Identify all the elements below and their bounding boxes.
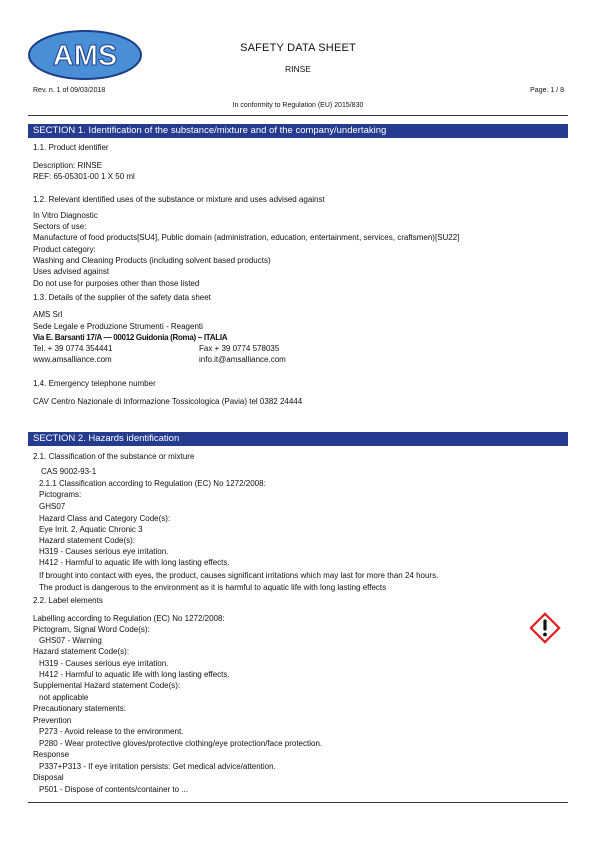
- footer-divider: [28, 802, 568, 803]
- company-website[interactable]: www.amsalliance.com: [33, 355, 112, 364]
- label-line: GHS07 - Warning: [39, 636, 102, 645]
- conformity-note: In conformity to Regulation (EU) 2015/830: [232, 102, 364, 109]
- document-title: SAFETY DATA SHEET: [240, 42, 356, 54]
- header-divider: [28, 115, 568, 116]
- label-line: Disposal: [33, 773, 64, 782]
- label-line: H319 - Causes serious eye irritation.: [39, 659, 169, 668]
- classification-line: The product is dangerous to the environment as it is harmful to aquatic life with long lasting effects: [39, 583, 387, 592]
- label-line: Hazard statement Code(s):: [33, 647, 130, 656]
- classification-line: GHS07: [39, 502, 66, 511]
- company-name: AMS Srl: [33, 310, 63, 319]
- subsection-1-3: 1.3. Details of the supplier of the safety data sheet: [33, 293, 211, 302]
- use-line: Do not use for purposes other than those listed: [33, 279, 200, 288]
- page-number: Page. 1 / 8: [530, 87, 564, 94]
- classification-line: Eye Irrit. 2, Aquatic Chronic 3: [39, 525, 143, 534]
- product-description: Description: RINSE: [33, 161, 102, 170]
- section-2-header: SECTION 2. Hazards identification: [28, 432, 568, 446]
- company-tel: Tel. + 39 0774 354441: [33, 344, 113, 353]
- company-email[interactable]: info.it@amsalliance.com: [199, 355, 286, 364]
- label-line: P337+P313 - If eye irritation persists: Get medical advice/attention.: [39, 762, 276, 771]
- subsection-1-2: 1.2. Relevant identified uses of the substance or mixture and uses advised against: [33, 195, 325, 204]
- use-line: In Vitro Diagnostic: [33, 211, 98, 220]
- subsection-2-2: 2.2. Label elements: [33, 596, 103, 605]
- classification-line: CAS 9002-93-1: [41, 467, 97, 476]
- subsection-1-4: 1.4. Emergency telephone number: [33, 379, 156, 388]
- use-line: Product category:: [33, 245, 96, 254]
- classification-line: Hazard Class and Category Code(s):: [39, 514, 171, 523]
- use-line: Manufacture of food products[SU4], Public domain (administration, education, entertainment, services, craftsmen)[SU22]: [33, 233, 460, 242]
- product-name: RINSE: [285, 64, 311, 74]
- logo-text: AMS: [52, 40, 118, 72]
- subsection-2-1: 2.1. Classification of the substance or mixture: [33, 452, 195, 461]
- use-line: Uses advised against: [33, 267, 110, 276]
- label-line: P273 - Avoid release to the environment.: [39, 727, 184, 736]
- ghs07-exclamation-icon: [528, 611, 562, 645]
- classification-line: Hazard statement Code(s):: [39, 536, 136, 545]
- company-site: Sede Legale e Produzione Strumenti - Reagenti: [33, 322, 203, 331]
- classification-line: If brought into contact with eyes, the product, causes significant irritations which may last for more than 24 hours.: [39, 571, 439, 580]
- classification-line: H319 - Causes serious eye irritation.: [39, 547, 169, 556]
- product-ref: REF: 65-05301-00 1 X 50 ml: [33, 172, 135, 181]
- label-line: Prevention: [33, 716, 72, 725]
- company-fax: Fax + 39 0774 578035: [199, 344, 280, 353]
- label-line: H412 - Harmful to aquatic life with long lasting effects.: [39, 670, 230, 679]
- subsection-1-1: 1.1. Product identifier: [33, 143, 109, 152]
- label-line: P501 - Dispose of contents/container to ...: [39, 785, 188, 794]
- emergency-phone: CAV Centro Nazionale di Informazione Tossicologica (Pavia) tel 0382 24444: [33, 397, 303, 406]
- classification-line: Pictograms:: [39, 490, 82, 499]
- label-line: P280 - Wear protective gloves/protective clothing/eye protection/face protection.: [39, 739, 323, 748]
- label-line: not applicable: [39, 693, 89, 702]
- company-address: Via E. Barsanti 17/A — 00012 Guidonia (Roma) – ITALIA: [33, 333, 228, 342]
- revision-info: Rev. n. 1 of 09/03/2018: [33, 87, 106, 94]
- label-line: Supplemental Hazard statement Code(s):: [33, 681, 181, 690]
- label-line: Labelling according to Regulation (EC) No 1272/2008:: [33, 614, 225, 623]
- section-1-header: SECTION 1. Identification of the substance/mixture and of the company/undertaking: [28, 124, 568, 138]
- label-line: Precautionary statements:: [33, 704, 126, 713]
- use-line: Sectors of use:: [33, 222, 87, 231]
- classification-line: 2.1.1 Classification according to Regulation (EC) No 1272/2008:: [39, 479, 266, 488]
- classification-line: H412 - Harmful to aquatic life with long lasting effects.: [39, 558, 230, 567]
- use-line: Washing and Cleaning Products (including solvent based products): [33, 256, 271, 265]
- label-line: Response: [33, 750, 70, 759]
- label-line: Pictogram, Signal Word Code(s):: [33, 625, 150, 634]
